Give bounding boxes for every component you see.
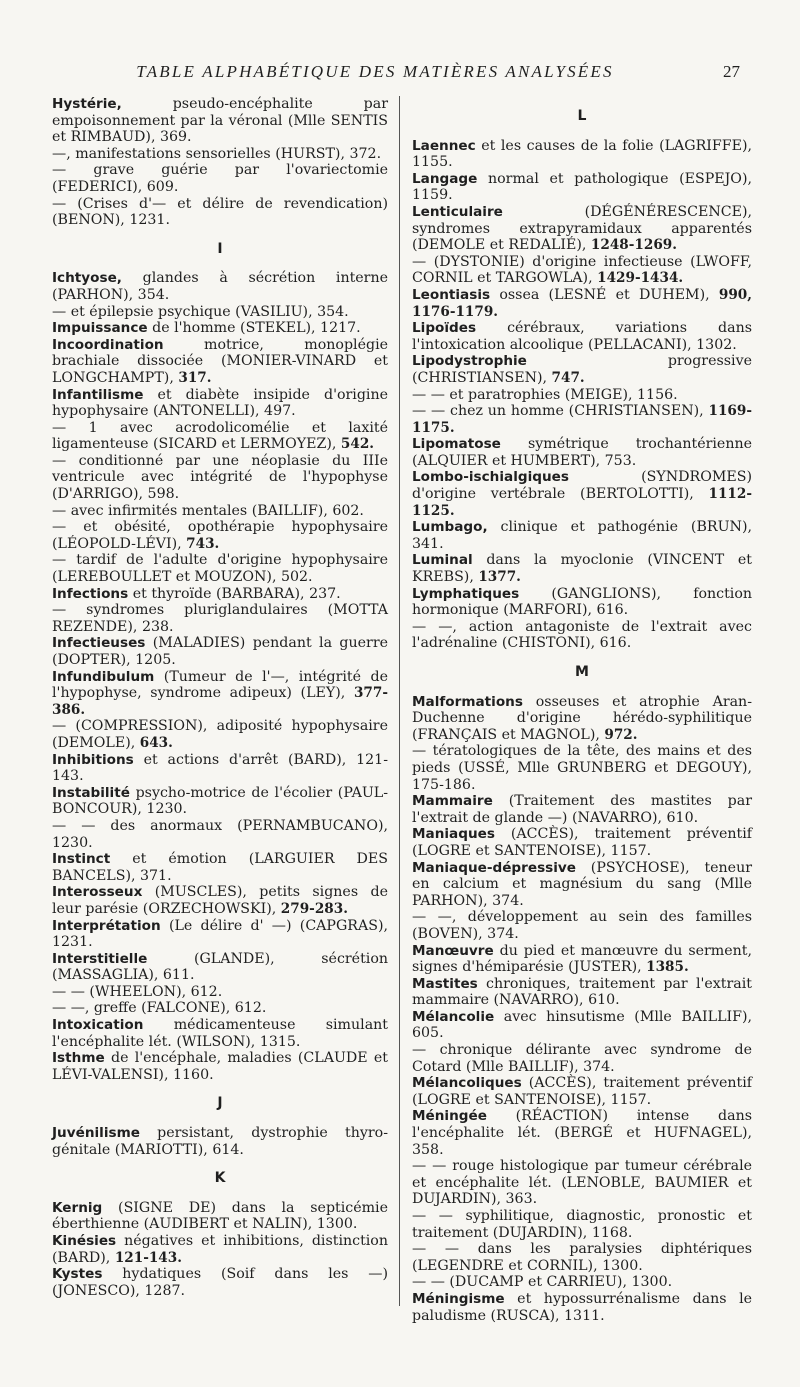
entry-text: et les causes de la folie (LAGRIFFE), 1155. — [412, 137, 752, 171]
entry-text: symétrique trochantérienne (ALQUIER et HUMBERT), 753. — [412, 436, 752, 469]
page-number: 27 — [723, 62, 740, 81]
entry-term: Isthme — [52, 1050, 105, 1067]
entry-text: psycho-motrice de l'écolier (PAUL-BONCOUR), 1230. — [52, 784, 388, 818]
entry-term: Lipodystrophie — [412, 353, 527, 370]
entry-text: — — des anormaux (PERNAMBUCANO), 1230. — [52, 817, 388, 851]
entry-page-ref: 1377. — [478, 569, 521, 586]
entry-text: — (Crises d'— et délire de revendication) (BENON), 1231. — [52, 195, 388, 229]
entry-term: Juvénilisme — [52, 1125, 140, 1142]
index-entry — [52, 96, 388, 146]
entry-term: Manœuvre — [412, 942, 494, 959]
entry-term: Kinésies — [52, 1233, 117, 1249]
entry-text: — tardif de l'adulte d'origine hypophysaire (LEREBOULLET et MOUZON), 502. — [52, 552, 388, 586]
index-entry — [52, 1050, 388, 1083]
entry-page-ref: 121-143. — [114, 1249, 182, 1266]
entry-page-ref: 542. — [340, 436, 375, 453]
entry-text: — —, greffe (FALCONE), 612. — [52, 1000, 267, 1017]
entry-text: (ACCÈS), traitement préventif (LOGRE et SANTENOISE), 1157. — [412, 1075, 752, 1108]
entry-text: — chronique délirante avec syndrome de Cotard (Mlle BAILLIF), 374. — [412, 1042, 752, 1075]
index-entry — [52, 337, 388, 387]
index-entry — [412, 1009, 752, 1042]
index-entry — [52, 196, 388, 229]
entry-text: cérébraux, variations dans l'intoxication alcoolique (PELLACANI), 1302. — [412, 320, 752, 353]
entry-term: Lipoïdes — [412, 320, 477, 337]
entry-term: Kystes — [52, 1266, 103, 1283]
entry-text: — —, action antagoniste de l'extrait avec l'adrénaline (CHISTONI), 616. — [412, 618, 752, 652]
entry-text: — syndromes pluriglandulaires (MOTTA REZENDE), 238. — [52, 602, 388, 635]
entry-text: progressive (CHRISTIANSEN), — [412, 353, 752, 386]
section-letter: I — [217, 240, 223, 257]
entry-text: — — chez un homme (CHRISTIANSEN), — [412, 403, 709, 420]
entry-text: glandes à sécrétion interne (PARHON), 354. — [52, 270, 388, 303]
entry-term: Méningisme — [412, 1290, 505, 1307]
index-entry — [412, 204, 752, 254]
entry-text: — conditionné par une néoplasie du IIIe ventricule avec intégrité de l'hypophyse (D'ARRIGO), 598. — [52, 452, 388, 503]
index-entry — [412, 619, 752, 652]
entry-term: Infantilisme — [52, 386, 144, 403]
index-entry — [412, 1075, 752, 1108]
index-entry — [412, 519, 752, 552]
entry-text: (MALADIES) pendant la guerre (DOPTER), 1205. — [52, 635, 388, 668]
index-entry — [52, 320, 388, 337]
index-entry — [412, 403, 752, 436]
entry-page-ref: 1385. — [646, 959, 689, 976]
index-entry — [52, 635, 388, 668]
index-entry — [52, 304, 388, 321]
index-entry — [52, 718, 388, 751]
entry-page-ref: 1248-1269. — [590, 237, 677, 254]
index-entry — [52, 453, 388, 503]
index-entry — [52, 984, 388, 1001]
entry-term: Infundibulum — [52, 668, 155, 685]
entry-text: — — (DUCAMP et CARRIEU), 1300. — [412, 1274, 673, 1291]
entry-text: hydatiques (Soif dans les —) (JONESCO), 1287. — [52, 1266, 388, 1299]
section-letter: L — [577, 108, 587, 124]
entry-text: ossea (LESNÉ et DUHEM), — [490, 286, 719, 303]
section-letter: M — [575, 664, 589, 680]
entry-text: avec hinsutisme (Mlle BAILLIF), 605. — [412, 1008, 752, 1042]
entry-page-ref: 972. — [604, 726, 638, 743]
entry-text: — — dans les paralysies diphtériques (LEGENDRE et CORNIL), 1300. — [412, 1241, 752, 1274]
entry-text: négatives et inhibitions, distinction (BARD), — [52, 1233, 388, 1266]
index-entry — [52, 146, 388, 163]
entry-text: — (COMPRESSION), adiposité hypophysaire (DEMOLE), — [52, 718, 388, 751]
index-entry — [412, 1241, 752, 1274]
index-entry — [412, 552, 752, 585]
index-entry — [412, 793, 752, 826]
entry-text: chroniques, traitement par l'extrait mammaire (NAVARRO), 610. — [412, 975, 752, 1009]
entry-term: Mélancoliques — [412, 1075, 522, 1092]
entry-text: (PSYCHOSE), teneur en calcium et magnésium du sang (Mlle PARHON), 374. — [412, 859, 752, 909]
index-entry — [52, 851, 388, 884]
entry-term: Laennec — [412, 137, 476, 154]
entry-term: Langage — [412, 170, 478, 187]
entry-term: Incoordination — [52, 336, 164, 353]
index-entry — [412, 387, 752, 404]
entry-page-ref: 643. — [139, 734, 173, 751]
entry-text: (DÉGÉNÉRESCENCE), syndromes extrapyramidaux apparentés (DEMOLE et REDALIÉ), — [412, 203, 752, 254]
index-entry — [412, 1108, 752, 1158]
index-entry — [52, 162, 388, 195]
entry-text: (SIGNE DE) dans la septicémie éberthienne (AUDIBERT et NALIN), 1300. — [52, 1199, 388, 1233]
entry-term: Instabilité — [52, 784, 130, 801]
index-entry — [412, 743, 752, 793]
entry-term: Lumbago, — [412, 519, 488, 536]
entry-text: (RÉACTION) intense dans l'encéphalite lét. (BERGÉ et HUFNAGEL), 358. — [412, 1108, 752, 1158]
entry-text: (MUSCLES), petits signes de leur parésie (ORZECHOWSKI), — [52, 884, 388, 917]
index-entry — [412, 860, 752, 910]
index-entry — [52, 503, 388, 520]
entry-term: Infections — [52, 585, 129, 602]
index-entry — [52, 785, 388, 818]
left-column — [52, 96, 388, 1299]
entry-term: Mélancolie — [412, 1008, 495, 1025]
entry-text: (Tumeur de l'—, intégrité de l'hypophyse, syndrome adipeux) (LEY), — [52, 668, 388, 702]
index-entry — [52, 1017, 388, 1050]
index-entry — [412, 254, 752, 287]
index-entry — [52, 951, 388, 984]
entry-term: Hystérie, — [52, 96, 122, 112]
entry-term: Impuissance — [52, 320, 148, 337]
entry-term: Méningée — [412, 1108, 487, 1125]
entry-term: Interstitielle — [52, 950, 148, 967]
entry-term: Lipomatose — [412, 436, 501, 453]
entry-term: Kernig — [52, 1199, 103, 1216]
entry-text: de l'encéphale, maladies (CLAUDE et LÉVI-VALENSI), 1160. — [52, 1050, 388, 1083]
entry-text: — 1 avec acrodolicomélie et laxité ligamenteuse (SICARD et LERMOYEZ), — [52, 419, 388, 453]
column-divider — [399, 96, 400, 1306]
index-entry — [412, 826, 752, 859]
entry-term: Lombo-ischialgiques — [412, 469, 569, 486]
index-entry — [52, 1000, 388, 1017]
entry-page-ref: 317. — [178, 369, 212, 386]
section-letter: J — [217, 1095, 223, 1112]
index-entry — [52, 387, 388, 420]
right-column — [412, 96, 752, 1324]
entry-text: — —, développement au sein des familles (BOVEN), 374. — [412, 909, 752, 942]
index-entry — [412, 694, 752, 744]
entry-text: (GLANDE), sécrétion (MASSAGLIA), 611. — [52, 950, 388, 984]
entry-term: Maniaques — [412, 826, 495, 843]
running-header — [50, 62, 740, 86]
index-entry — [412, 1042, 752, 1075]
entry-page-ref: 377-386. — [52, 685, 388, 718]
index-entry — [52, 420, 388, 453]
index-entry — [412, 1291, 752, 1324]
entry-text: et hypossurrénalisme dans le paludisme (RUSCA), 1311. — [412, 1290, 752, 1324]
index-entry — [52, 669, 388, 719]
entry-page-ref: 1169-1175. — [412, 403, 752, 436]
entry-text: — tératologiques de la tête, des mains et des pieds (USSÉ, Mlle GRUNBERG et DEGOUY), 175-186. — [412, 743, 752, 793]
index-entry — [412, 287, 752, 320]
entry-text: du pied et manœuvre du serment, signes d'hémiparésie (JUSTER), — [412, 942, 752, 976]
entry-term: Interprétation — [52, 917, 161, 934]
entry-text: et actions d'arrêt (BARD), 121-143. — [52, 751, 388, 785]
entry-term: Lymphatiques — [412, 585, 520, 602]
entry-page-ref: 990, 1176-1179. — [412, 286, 752, 320]
entry-term: Maniaque-dépressive — [412, 859, 577, 876]
entry-page-ref: 1429-1434. — [597, 270, 684, 287]
entry-text: (Le délire d' —) (CAPGRAS), 1231. — [52, 917, 388, 951]
entry-text: (ACCÈS), traitement préventif (LOGRE et SANTENOISE), 1157. — [412, 826, 752, 859]
entry-text: —, manifestations sensorielles (HURST), 372. — [52, 145, 382, 162]
entry-text: osseuses et atrophie Aran-Duchenne d'origine hérédo-syphilitique (FRANÇAIS et MAGNOL), — [412, 693, 752, 743]
index-entry — [412, 943, 752, 976]
entry-text: motrice, monoplégie brachiale dissociée (MONIER-VINARD et LONGCHAMPT), — [52, 336, 388, 386]
index-entry — [412, 1158, 752, 1208]
entry-text: — et épilepsie psychique (VASILIU), 354. — [52, 303, 349, 320]
entry-text: médicamenteuse simulant l'encéphalite lét. (WILSON), 1315. — [52, 1017, 388, 1050]
index-entry — [52, 752, 388, 785]
index-entry — [412, 976, 752, 1009]
entry-text: pseudo-encéphalite par empoisonnement par la véronal (Mlle SENTIS et RIMBAUD), 369. — [52, 96, 388, 146]
section-letter: K — [214, 1170, 226, 1187]
entry-page-ref: 747. — [551, 369, 585, 386]
index-entry — [412, 436, 752, 469]
entry-page-ref: 743. — [186, 535, 220, 552]
index-entry — [412, 320, 752, 353]
index-entry — [52, 586, 388, 603]
entry-term: Infectieuses — [52, 635, 146, 652]
entry-text: — et obésité, opothérapie hypophysaire (LÉOPOLD-LÉVI), — [52, 519, 388, 552]
index-entry — [52, 602, 388, 635]
entry-term: Ichtyose, — [52, 270, 122, 287]
index-entry — [52, 1233, 388, 1266]
entry-term: Malformations — [412, 693, 523, 710]
entry-text: (SYNDROMES) d'origine vertébrale (BERTOLOTTI), — [412, 469, 752, 503]
entry-term: Mastites — [412, 975, 478, 992]
index-entry — [412, 909, 752, 942]
entry-term: Instinct — [52, 851, 111, 868]
entry-text: persistant, dystrophie thyro-génitale (MARIOTTI), 614. — [52, 1125, 388, 1158]
entry-text: clinique et pathogénie (BRUN), 341. — [412, 519, 752, 552]
entry-term: Intoxication — [52, 1017, 144, 1034]
index-entry — [412, 353, 752, 386]
entry-text: et diabète insipide d'origine hypophysaire (ANTONELLI), 497. — [52, 386, 388, 420]
entry-text: et émotion (LARGUIER DES BANCELS), 371. — [52, 851, 388, 884]
entry-text: — avec infirmités mentales (BAILLIF), 602. — [52, 502, 364, 519]
entry-text: — grave guérie par l'ovariectomie (FEDERICI), 609. — [52, 162, 388, 195]
index-entry — [52, 884, 388, 917]
entry-text: de l'homme (STEKEL), 1217. — [147, 320, 361, 337]
entry-text: — — et paratrophies (MEIGE), 1156. — [412, 386, 678, 403]
entry-term: Luminal — [412, 552, 473, 569]
entry-text: et thyroïde (BARBARA), 237. — [128, 585, 341, 602]
index-entry — [412, 586, 752, 619]
entry-text: normal et pathologique (ESPEJO), 1159. — [412, 170, 752, 204]
entry-text: — — (WHEELON), 612. — [52, 983, 223, 1000]
entry-term: Leontiasis — [412, 286, 491, 303]
index-entry — [52, 918, 388, 951]
index-entry — [412, 1274, 752, 1291]
index-entry — [52, 1125, 388, 1158]
index-entry — [412, 469, 752, 519]
index-entry — [52, 270, 388, 303]
entry-term: Interosseux — [52, 884, 143, 901]
index-entry — [52, 1200, 388, 1233]
index-entry — [52, 552, 388, 585]
index-entry — [412, 138, 752, 171]
entry-text: (Traitement des mastites par l'extrait de glande —) (NAVARRO), 610. — [412, 793, 752, 826]
entry-page-ref: 1112-1125. — [412, 486, 752, 519]
entry-text: (GANGLIONS), fonction hormonique (MARFORI), 616. — [412, 585, 752, 619]
page-title: TABLE ALPHABÉTIQUE DES MATIÈRES ANALYSÉES — [136, 62, 614, 81]
index-entry — [52, 818, 388, 851]
entry-page-ref: 279-283. — [280, 900, 348, 917]
entry-term: Mammaire — [412, 793, 493, 810]
entry-text: — (DYSTONIE) d'origine infectieuse (LWOFF, CORNIL et TARGOWLA), — [412, 253, 752, 287]
entry-text: dans la myoclonie (VINCENT et KREBS), — [412, 552, 752, 586]
index-entry — [412, 171, 752, 204]
index-entry — [52, 519, 388, 552]
entry-text: — — rouge histologique par tumeur cérébrale et encéphalite lét. (LENOBLE, BAUMIER et DUJARDIN), 363. — [412, 1158, 752, 1208]
entry-text: — — syphilitique, diagnostic, pronostic et traitement (DUJARDIN), 1168. — [412, 1208, 752, 1241]
index-entry — [412, 1208, 752, 1241]
index-entry — [52, 1266, 388, 1299]
entry-term: Inhibitions — [52, 751, 134, 768]
entry-term: Lenticulaire — [412, 203, 503, 220]
